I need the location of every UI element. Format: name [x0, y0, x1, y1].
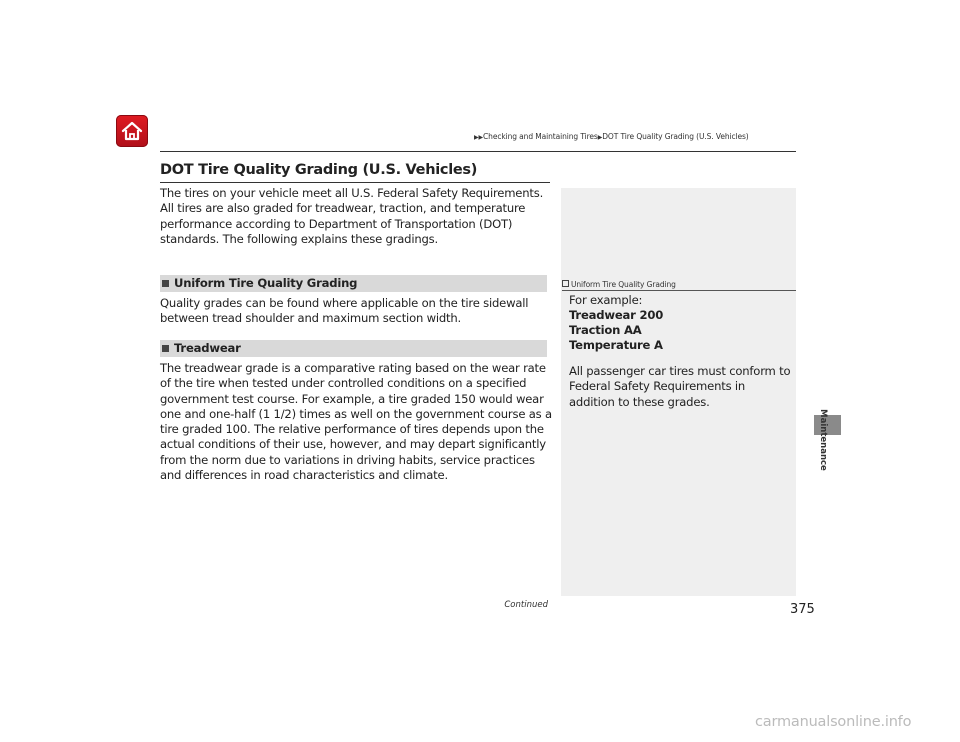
- breadcrumb-arrow-icon: ▶: [597, 134, 603, 141]
- note-box-icon: [562, 280, 569, 287]
- section-heading: Uniform Tire Quality Grading: [160, 275, 547, 292]
- home-button[interactable]: [116, 115, 148, 147]
- section-paragraph: Quality grades can be found where applicable on the tire sidewall between tread shoulder and maximum section width.: [160, 296, 529, 326]
- sidebar-grade: Treadwear 200: [569, 308, 664, 322]
- section-heading: Treadwear: [160, 340, 547, 357]
- continued-label: Continued: [504, 600, 548, 610]
- breadcrumb-item: DOT Tire Quality Grading (U.S. Vehicles): [602, 132, 749, 141]
- intro-paragraph: The tires on your vehicle meet all U.S. Federal Safety Requirements. All tires are also graded for treadwear, traction, and temperature performance according to Department of Transportation (DOT) standards. The following explains these gradings.: [160, 186, 544, 246]
- home-icon: [120, 119, 144, 143]
- sidebar-example-label: For example:: [569, 293, 643, 307]
- sidebar-grade: Traction AA: [569, 323, 642, 337]
- page-title: DOT Tire Quality Grading (U.S. Vehicles): [160, 162, 478, 178]
- breadcrumb-item[interactable]: Checking and Maintaining Tires: [483, 132, 598, 141]
- page-number: 375: [790, 602, 815, 617]
- square-bullet-icon: [162, 280, 169, 287]
- section-tab-label[interactable]: Maintenance: [817, 409, 828, 471]
- header-divider: [160, 151, 796, 152]
- sidebar-heading: Uniform Tire Quality Grading: [562, 280, 796, 289]
- square-bullet-icon: [162, 345, 169, 352]
- breadcrumb: [474, 132, 796, 141]
- sidebar-note: All passenger car tires must conform to Federal Safety Requirements in addition to these grades.: [569, 364, 791, 409]
- breadcrumb-arrow-icon: ▶▶: [474, 134, 484, 141]
- section-paragraph: The treadwear grade is a comparative rating based on the wear rate of the tire when tested under controlled conditions on a specified government test course. For example, a tire graded 150 would wear one and one-half (1 1/2) times as well on the government course as a tire graded 100. The relative performance of tires depends upon the actual conditions of their use, however, and may depart significantly from the norm due to variations in driving habits, service practices and differences in road characteristics and climate.: [160, 361, 552, 483]
- sidebar-grade: Temperature A: [569, 338, 663, 352]
- sidebar-divider: [562, 290, 796, 291]
- watermark: carmanualsonline.info: [755, 714, 912, 730]
- title-divider: [160, 182, 550, 183]
